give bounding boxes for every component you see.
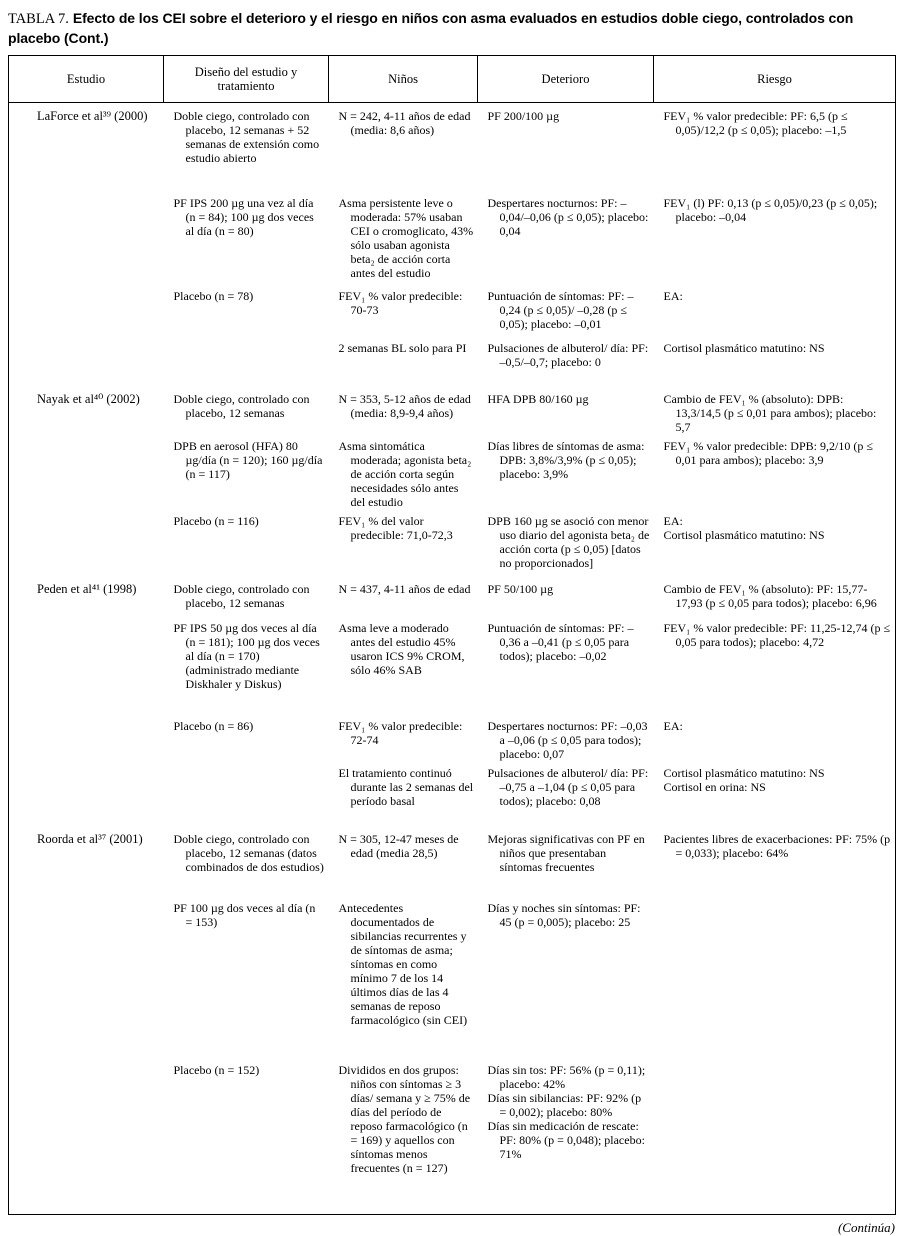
cell-paragraph: FEV₁ % valor predecible: PF: 11,25-12,74 (p ≤ 0,05 para todos); placebo: 4,72 — [663, 620, 891, 649]
cell-diseno — [164, 511, 329, 576]
cell-estudio — [9, 338, 164, 386]
cell-diseno — [164, 576, 329, 618]
cell-riesgo — [654, 193, 896, 286]
cell-paragraph: N = 353, 5-12 años de edad (media: 8,9-9,4 años) — [338, 391, 471, 420]
cell-paragraph: FEV₁ % del valor predecible: 71,0-72,3 — [338, 513, 453, 542]
cell-deterioro — [478, 338, 654, 386]
cell-paragraph: Días sin sibilancias: PF: 92% (p = 0,002); placebo: 80% — [487, 1090, 642, 1119]
cell-paragraph: FEV₁ % valor predecible: DPB: 9,2/10 (p ≤ 0,01 para ambos); placebo: 3,9 — [663, 438, 873, 467]
cell-diseno — [164, 716, 329, 763]
study-reference: Peden et al⁴¹ (1998) — [37, 581, 137, 596]
cell-paragraph: N = 242, 4-11 años de edad (media: 8,6 años) — [338, 109, 471, 137]
cell-deterioro — [478, 436, 654, 511]
cell-estudio — [9, 763, 164, 826]
cell-riesgo — [654, 618, 896, 716]
cell-diseno — [164, 286, 329, 338]
cell-deterioro — [478, 576, 654, 618]
cell-estudio — [9, 193, 164, 286]
cell-estudio — [9, 618, 164, 716]
cell-deterioro — [478, 103, 654, 193]
cell-paragraph: Despertares nocturnos: PF: –0,03 a –0,06 (p ≤ 0,05 para todos); placebo: 0,07 — [487, 718, 648, 761]
cell-paragraph: Divididos en dos grupos: niños con síntomas ≥ 3 días/ semana y ≥ 75% de días del período de reposo farmacológico (n = 169) y aquellos con síntomas menos frecuentes (n = 127) — [338, 1062, 471, 1175]
cell-paragraph: Cambio de FEV₁ % (absoluto): DPB: 13,3/14,5 (p ≤ 0,01 para ambos); placebo: 5,7 — [663, 391, 877, 434]
table-row — [9, 618, 896, 716]
study-reference: LaForce et al³⁹ (2000) — [37, 109, 148, 123]
table-row — [9, 436, 896, 511]
cell-paragraph: Mejoras significativas con PF en niños que presentaban síntomas frecuentes — [487, 831, 645, 874]
cell-riesgo — [654, 386, 896, 436]
cell-estudio — [9, 716, 164, 763]
cell-paragraph: Placebo (n = 86) — [173, 718, 254, 733]
cell-ninos — [329, 898, 478, 1060]
cell-ninos — [329, 511, 478, 576]
table-row — [9, 511, 896, 576]
cell-paragraph: Pacientes libres de exacerbaciones: PF: 75% (p = 0,033); placebo: 64% — [663, 831, 891, 860]
cell-deterioro — [478, 716, 654, 763]
column-header-riesgo: Riesgo — [654, 56, 896, 103]
cell-riesgo — [654, 763, 896, 826]
cell-ninos — [329, 436, 478, 511]
cell-riesgo — [654, 436, 896, 511]
cell-diseno — [164, 436, 329, 511]
cell-ninos — [329, 338, 478, 386]
cell-ninos — [329, 1060, 478, 1215]
cell-diseno — [164, 338, 329, 386]
study-reference: Roorda et al³⁷ (2001) — [37, 831, 143, 846]
cell-paragraph: DPB 160 µg se asoció con menor uso diario del agonista beta₂ de acción corta (p ≤ 0,05) [datos no proporcionados] — [487, 513, 650, 570]
cell-ninos — [329, 618, 478, 716]
cell-paragraph: 2 semanas BL solo para PI — [338, 340, 467, 355]
cell-deterioro — [478, 511, 654, 576]
table-body — [9, 103, 896, 1215]
cell-deterioro — [478, 763, 654, 826]
cell-paragraph: N = 305, 12-47 meses de edad (media 28,5) — [338, 831, 459, 860]
cell-paragraph: EA: — [663, 513, 683, 528]
table-row — [9, 1060, 896, 1215]
column-header-estudio: Estudio — [9, 56, 164, 103]
cell-deterioro — [478, 898, 654, 1060]
cell-paragraph: PF IPS 50 µg dos veces al día (n = 181); 100 µg dos veces al día (n = 170) (administrado mediante Diskhaler y Diskus) — [173, 620, 320, 691]
cell-estudio — [9, 436, 164, 511]
cell-diseno — [164, 386, 329, 436]
cell-paragraph: Doble ciego, controlado con placebo, 12 semanas + 52 semanas de extensión como estudio abierto — [173, 109, 320, 165]
cell-estudio — [9, 286, 164, 338]
cell-deterioro — [478, 1060, 654, 1215]
cell-paragraph: EA: — [663, 718, 683, 733]
cell-ninos — [329, 193, 478, 286]
cell-paragraph: Días sin tos: PF: 56% (p = 0,11); placebo: 42% — [487, 1062, 646, 1091]
cell-paragraph: Puntuación de síntomas: PF: –0,36 a –0,41 (p ≤ 0,05 para todos); placebo: –0,02 — [487, 620, 634, 663]
column-header-deterioro: Deterioro — [478, 56, 654, 103]
cell-paragraph: Cortisol plasmático matutino: NS — [663, 765, 825, 780]
cell-diseno — [164, 193, 329, 286]
column-header-ninos: Niños — [329, 56, 478, 103]
cell-paragraph: Cortisol plasmático matutino: NS — [663, 340, 825, 355]
cell-paragraph: Despertares nocturnos: PF: –0,04/–0,06 (p ≤ 0,05); placebo: 0,04 — [487, 195, 649, 238]
cell-diseno — [164, 103, 329, 193]
cell-paragraph: Cortisol en orina: NS — [663, 779, 766, 794]
cell-paragraph: Doble ciego, controlado con placebo, 12 semanas (datos combinados de dos estudios) — [173, 831, 324, 874]
cell-ninos — [329, 826, 478, 898]
cell-paragraph: PF 50/100 µg — [487, 581, 554, 596]
cell-ninos — [329, 386, 478, 436]
cell-diseno — [164, 618, 329, 716]
cell-paragraph: FEV₁ % valor predecible: PF: 6,5 (p ≤ 0,05)/12,2 (p ≤ 0,05); placebo: –1,5 — [663, 109, 848, 137]
table-title-text: Efecto de los CEI sobre el deterioro y el riesgo en niños con asma evaluados en estudios doble ciego, controlados con placebo (Cont.) — [8, 10, 854, 46]
cell-paragraph: Cambio de FEV₁ % (absoluto): PF: 15,77-17,93 (p ≤ 0,05 para todos); placebo: 6,96 — [663, 581, 877, 610]
cell-paragraph: Pulsaciones de albuterol/ día: PF: –0,75 a –1,04 (p ≤ 0,05 para todos); placebo: 0,08 — [487, 765, 649, 808]
cell-paragraph: Placebo (n = 116) — [173, 513, 259, 528]
table-row — [9, 338, 896, 386]
cell-paragraph: PF 100 µg dos veces al día (n = 153) — [173, 900, 316, 929]
continuation-note: (Continúa) — [837, 1220, 895, 1235]
cell-paragraph: FEV₁ % valor predecible: 72-74 — [338, 718, 463, 747]
cell-riesgo — [654, 826, 896, 898]
cell-deterioro — [478, 386, 654, 436]
cell-deterioro — [478, 286, 654, 338]
studies-table — [8, 55, 896, 1215]
cell-riesgo — [654, 898, 896, 1060]
cell-paragraph: Placebo (n = 78) — [173, 288, 254, 303]
cell-estudio — [9, 103, 164, 193]
cell-ninos — [329, 576, 478, 618]
cell-paragraph: HFA DPB 80/160 µg — [487, 391, 589, 406]
cell-ninos — [329, 763, 478, 826]
cell-paragraph: Doble ciego, controlado con placebo, 12 semanas — [173, 391, 310, 420]
cell-paragraph: FEV₁ (l) PF: 0,13 (p ≤ 0,05)/0,23 (p ≤ 0,05); placebo: –0,04 — [663, 195, 878, 224]
cell-riesgo — [654, 511, 896, 576]
cell-paragraph: Asma sintomática moderada; agonista beta₂ de acción corta según necesidades sólo antes del estudio — [338, 438, 472, 509]
cell-estudio — [9, 1060, 164, 1215]
table-header-row — [9, 56, 896, 103]
table-number-label: TABLA 7. — [8, 11, 69, 27]
table-row — [9, 103, 896, 193]
cell-riesgo — [654, 103, 896, 193]
table-row — [9, 763, 896, 826]
column-header-diseno: Diseño del estudio y tratamiento — [164, 56, 329, 103]
cell-paragraph: EA: — [663, 288, 683, 303]
cell-estudio — [9, 826, 164, 898]
cell-estudio — [9, 511, 164, 576]
cell-paragraph: FEV₁ % valor predecible: 70-73 — [338, 288, 463, 317]
cell-paragraph: Días libres de síntomas de asma: DPB: 3,8%/3,9% (p ≤ 0,05); placebo: 3,9% — [487, 438, 645, 481]
cell-riesgo — [654, 1060, 896, 1215]
cell-paragraph: DPB en aerosol (HFA) 80 µg/día (n = 120); 160 µg/día (n = 117) — [173, 438, 323, 481]
table-row — [9, 286, 896, 338]
cell-paragraph: Asma persistente leve o moderada: 57% usaban CEI o cromoglicato, 43% sólo usaban agonista beta₂ de acción corta antes del estudio — [338, 195, 474, 280]
cell-riesgo — [654, 576, 896, 618]
cell-deterioro — [478, 193, 654, 286]
cell-diseno — [164, 1060, 329, 1215]
cell-paragraph: Cortisol plasmático matutino: NS — [663, 527, 825, 542]
cell-estudio — [9, 576, 164, 618]
cell-paragraph: N = 437, 4-11 años de edad — [338, 581, 471, 596]
cell-diseno — [164, 898, 329, 1060]
table-title — [8, 9, 897, 48]
table-row — [9, 576, 896, 618]
table-row — [9, 716, 896, 763]
table-row — [9, 386, 896, 436]
cell-paragraph: Asma leve a moderado antes del estudio 45% usaron ICS 9% CROM, sólo 46% SAB — [338, 620, 465, 677]
cell-ninos — [329, 103, 478, 193]
cell-paragraph: PF IPS 200 µg una vez al día (n = 84); 100 µg dos veces al día (n = 80) — [173, 195, 314, 238]
cell-diseno — [164, 763, 329, 826]
cell-paragraph: Días y noches sin síntomas: PF: 45 (p = 0,005); placebo: 25 — [487, 900, 641, 929]
cell-deterioro — [478, 826, 654, 898]
cell-paragraph: El tratamiento continuó durante las 2 semanas del período basal — [338, 765, 474, 808]
cell-paragraph: PF 200/100 µg — [487, 109, 560, 123]
cell-diseno — [164, 826, 329, 898]
cell-paragraph: Pulsaciones de albuterol/ día: PF: –0,5/–0,7; placebo: 0 — [487, 340, 649, 369]
cell-paragraph: Puntuación de síntomas: PF: –0,24 (p ≤ 0,05)/ –0,28 (p ≤ 0,05); placebo: –0,01 — [487, 288, 634, 331]
table-row — [9, 826, 896, 898]
cell-paragraph: Doble ciego, controlado con placebo, 12 semanas — [173, 581, 310, 610]
table-row — [9, 898, 896, 1060]
cell-estudio — [9, 386, 164, 436]
cell-paragraph: Placebo (n = 152) — [173, 1062, 260, 1077]
cell-deterioro — [478, 618, 654, 716]
study-reference: Nayak et al⁴⁰ (2002) — [37, 391, 140, 406]
cell-estudio — [9, 898, 164, 1060]
cell-riesgo — [654, 338, 896, 386]
table-row — [9, 193, 896, 286]
cell-riesgo — [654, 716, 896, 763]
cell-riesgo — [654, 286, 896, 338]
cell-ninos — [329, 286, 478, 338]
cell-ninos — [329, 716, 478, 763]
cell-paragraph: Días sin medicación de rescate: PF: 80% (p = 0,048); placebo: 71% — [487, 1118, 645, 1161]
cell-paragraph: Antecedentes documentados de sibilancias recurrentes y de síntomas de asma; síntomas en como mínimo 7 de los 14 últimos días de las 4 semanas de reposo farmacológico (sin CEI) — [338, 900, 468, 1027]
